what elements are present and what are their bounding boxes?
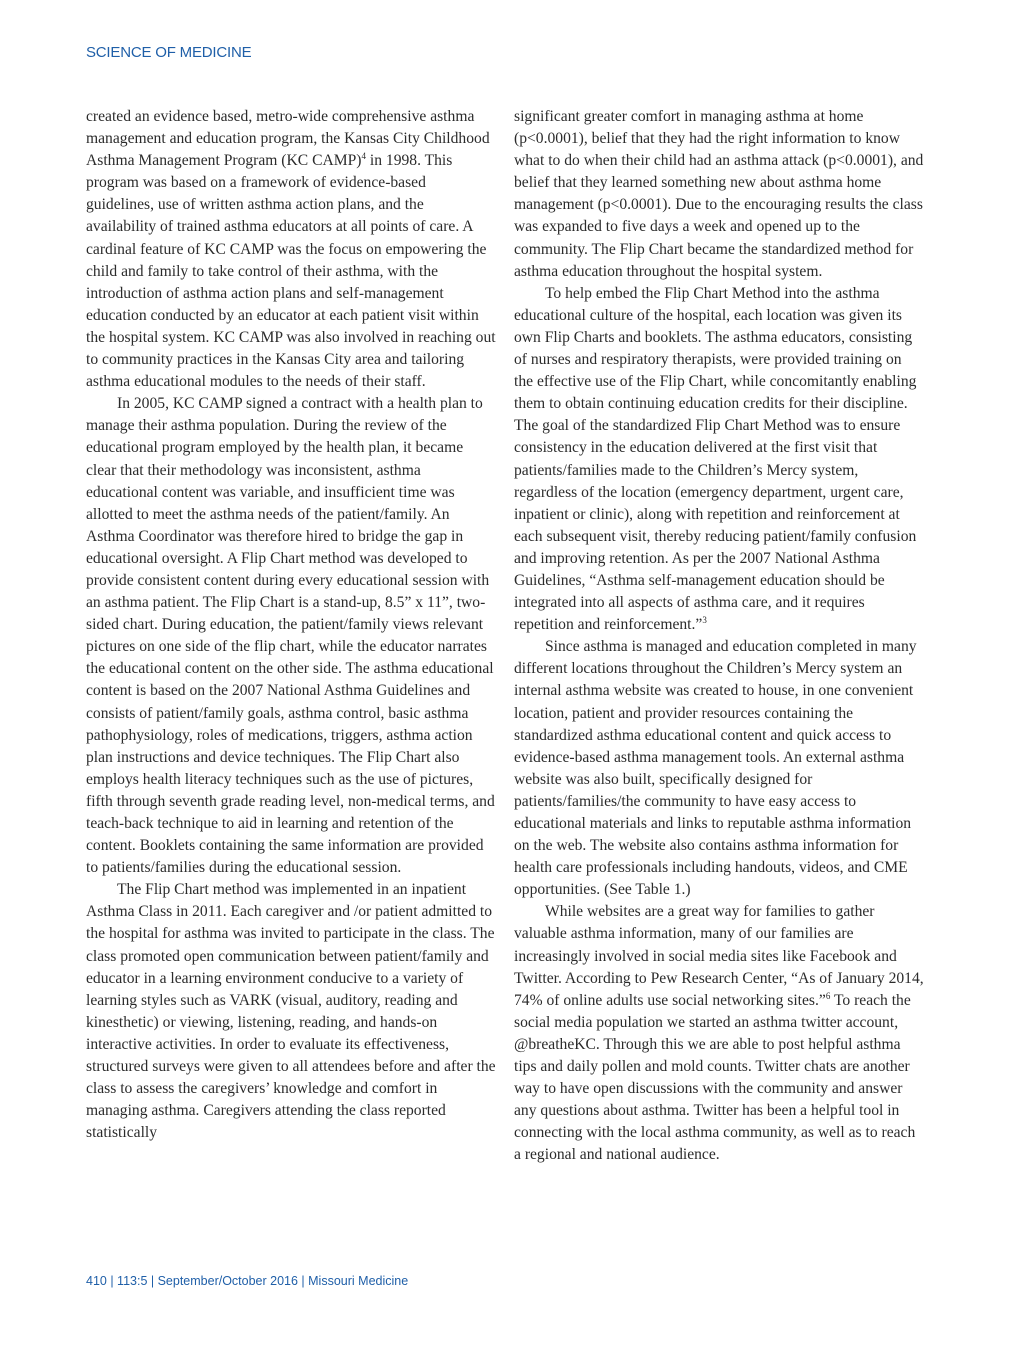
- right-paragraph-1: significant greater comfort in managing asthma at home (p<0.0001), belief that they had the right information to know what to do when their child had an asthma attack (p<0.0001), and belief that they learned something new about asthma home management (p<0.0001). Due to the encouraging results the class was expanded to five days a week and opened up to the community. The Flip Chart became the standardized method for asthma education throughout the hospital system.: [514, 108, 924, 280]
- right-p4-text-a: While websites are a great way for families to gather valuable asthma information, many of our families are increasingly involved in social media sites like Facebook and Twitter. According to Pew Research Center, “As of January 2014, 74% of online adults use social networking sites.”: [514, 903, 924, 1009]
- ref-4-superscript: 4: [361, 151, 366, 161]
- left-column: [86, 106, 496, 1144]
- ref-3-superscript: 3: [702, 614, 707, 625]
- right-p4-text-b: To reach the social media population we started an asthma twitter account, @breatheKC. Through this we are able to post helpful asthma tips and daily pollen and mold counts. Twitter chats are another way to have open discussions with the community and answer any questions about asthma. Twitter has been a helpful tool in connecting with the local asthma community, as well as to reach a regional and national audience.: [514, 991, 916, 1164]
- left-paragraph-3: The Flip Chart method was implemented in an inpatient Asthma Class in 2011. Each caregiver and /or patient admitted to the hospital for asthma was invited to participate in the class. The class promoted open communication between patient/family and educator in a learning environment conducive to a variety of learning styles such as VARK (visual, auditory, reading and kinesthetic) or viewing, listening, reading, and hands-on interactive activities. In order to evaluate its effectiveness, structured surveys were given to all attendees before and after the class to assess the caregivers’ knowledge and comfort in managing asthma. Caregivers attending the class reported statistically: [86, 881, 496, 1142]
- left-paragraph-1: [86, 106, 496, 393]
- right-paragraph-4: [514, 901, 924, 1166]
- left-paragraph-2: In 2005, KC CAMP signed a contract with a health plan to manage their asthma population. During the review of the educational program employed by the health plan, it became clear that their methodology was inconsistent, asthma educational content was variable, and insufficient time was allotted to meet the asthma needs of the patient/family. An Asthma Coordinator was therefore hired to bridge the gap in educational oversight. A Flip Chart method was developed to provide consistent content during every educational session with an asthma patient. The Flip Chart is a stand-up, 8.5” x 11”, two-sided chart. During education, the patient/family views relevant pictures on one side of the flip chart, while the educator narrates the educational content on the other side. The asthma educational content is based on the 2007 National Asthma Guidelines and consists of patient/family goals, asthma control, basic asthma pathophysiology, roles of medications, triggers, asthma action plan instructions and device techniques. The Flip Chart also employs health literacy techniques such as the use of pictures, fifth through seventh grade reading level, non-medical terms, and teach-back technique to aid in learning and retention of the content. Booklets containing the same information are provided to patients/families during the educational session.: [86, 395, 495, 877]
- left-p1-text-b: in 1998. This program was based on a framework of evidence-based guidelines, use of written asthma action plans, and the availability of trained asthma educators at all points of care. A cardinal feature of KC CAMP was the focus on empowering the child and family to take control of their asthma, with the introduction of asthma action plans and self-management education conducted by an educator at each patient visit within the hospital system. KC CAMP was also involved in reaching out to community practices in the Kansas City area and tailoring asthma educational modules to the needs of their staff.: [86, 152, 496, 391]
- ref-6-superscript: 6: [825, 990, 831, 1001]
- right-column: [514, 106, 924, 1167]
- left-p1-text-a: created an evidence based, metro-wide comprehensive asthma management and education program, the Kansas City Childhood Asthma Management Program (KC CAMP): [86, 108, 490, 170]
- right-paragraph-2: [514, 283, 924, 637]
- section-header: SCIENCE OF MEDICINE: [86, 44, 252, 61]
- right-paragraph-3: Since asthma is managed and education completed in many different locations throughout the Children’s Mercy system an internal asthma website was created to house, in one convenient location, patient and provider resources containing the standardized asthma educational content and quick access to evidence-based asthma management tools. An external asthma website was also built, specifically designed for patients/families/the community to have easy access to educational materials and links to reputable asthma information on the web. The website also contains asthma information for health care professionals including handouts, videos, and CME opportunities. (See Table 1.): [514, 638, 917, 899]
- page-footer: 410 | 113:5 | September/October 2016 | Missouri Medicine: [86, 1274, 409, 1288]
- right-p2-text: To help embed the Flip Chart Method into the asthma educational culture of the hospital, each location was given its own Flip Charts and booklets. The asthma educators, consisting of nurses and respiratory therapists, were provided training on the effective use of the Flip Chart, while concomitantly enabling them to obtain continuing education credits for their discipline. The goal of the standardized Flip Chart Method was to ensure consistency in the education delivered at the first visit that patients/families made to the Children’s Mercy system, regardless of the location (emergency department, urgent care, inpatient or clinic), along with repetition and reinforcement at each subsequent visit, thereby reducing patient/family confusion and improving retention. As per the 2007 National Asthma Guidelines, “Asthma self-management education should be integrated into all aspects of asthma care, and it requires repetition and reinforcement.”: [514, 284, 917, 634]
